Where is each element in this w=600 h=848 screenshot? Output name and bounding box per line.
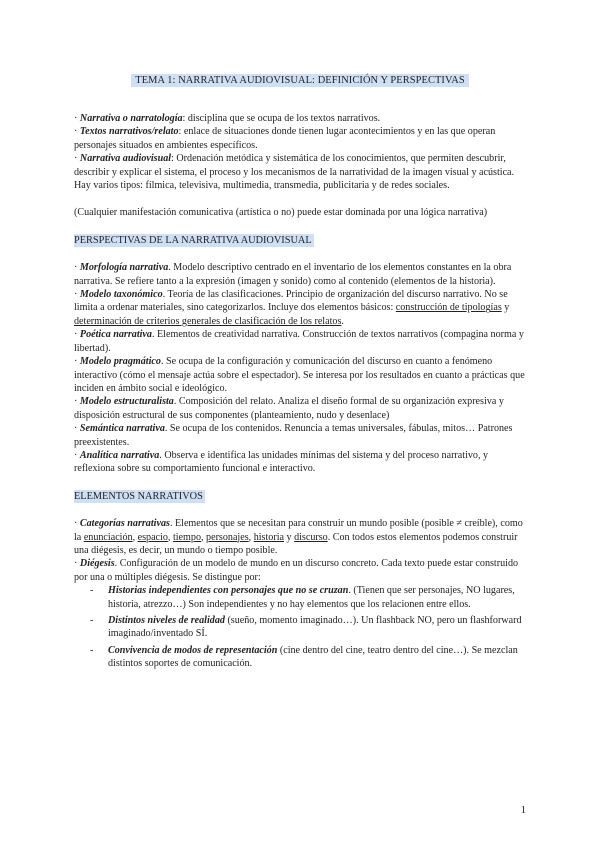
term: Narrativa audiovisual [79,153,172,165]
term: Distintos niveles de realidad [108,615,225,626]
text: : Ordenación metódica y sistemática de los conocimientos, que permiten descubrir, describir y explicar el sistema, el proceso y los mecanismos de la narratividad de la imagen visual y acústica. Hay varios tipos: fílmica, televisiva, multimedia, transmedia, publicitaria y de redes sociales. [74,153,515,192]
term: Morfología narrativa [79,262,169,274]
list-item [74,644,530,671]
bullet: · [74,518,78,530]
document-body [74,112,530,674]
underlined-text: discurso [294,531,328,543]
separator: , [132,531,138,543]
section-heading-wrap [74,234,530,247]
list-item [74,614,530,641]
paragraph-categorias [74,517,530,557]
bullet: · [74,558,78,570]
text: . Elementos de creatividad narrativa. Construcción de textos narrativos (compagina norma y libertad). [74,329,524,354]
dash: - [90,585,94,597]
underlined-text: construcción de tipologías [395,302,502,314]
separator: , [167,531,173,543]
perspective-item [74,355,530,395]
underlined-text: determinación de criterios generales de clasificación de los relatos [74,315,342,327]
spacer [74,503,530,517]
bullet: · [74,113,78,124]
text: . Observa e identifica las unidades mínimas del sistema y del proceso narrativo, y reflexiona sobre su comportamiento funcional e interactivo. [74,449,489,475]
underlined-text: tiempo [172,531,201,543]
paragraph-textos [74,125,530,152]
separator: , [201,531,207,543]
text: . [341,315,344,327]
underlined-text: espacio [137,531,168,543]
term: Convivencia de modos de representación [108,644,278,656]
perspective-item [74,422,530,449]
page-title: TEMA 1: NARRATIVA AUDIOVISUAL: DEFINICIÓN Y PERSPECTIVAS [131,74,468,87]
dash: - [90,644,94,656]
text: : enlace de situaciones donde tienen lugar acontecimientos y en las que operan personajes situados en ambientes específicos. [74,126,496,151]
term: Modelo taxonómico [79,289,163,301]
spacer [74,247,530,261]
bullet: · [74,289,78,301]
perspective-item [74,288,530,328]
text: : disciplina que se ocupa de los textos narrativos. [182,113,381,124]
text: . Con todos estos elementos podemos construir una diégesis, es decir, un mundo o tiempo posible. [74,531,518,556]
underlined-text: historia [253,531,284,543]
list-item [74,584,530,611]
text: . Elementos que se necesitan para construir un mundo posible (posible ≠ creíble), como la [74,518,523,543]
spacer [74,220,530,234]
underlined-text: enunciación [83,531,133,543]
section-heading-perspectivas: PERSPECTIVAS DE LA NARRATIVA AUDIOVISUAL [74,234,312,246]
diegesis-list [74,584,530,670]
bullet: · [74,396,78,408]
bullet: · [74,356,78,368]
note-paragraph: (Cualquier manifestación comunicativa (artística o no) puede estar dominada por una lógica narrativa) [74,207,488,219]
separator: y [283,531,295,543]
bullet: · [74,449,78,461]
spacer [74,192,530,206]
term: Semántica narrativa [79,423,165,435]
term: Textos narrativos/relato [79,126,179,138]
text: . Configuración de un modelo de mundo en un discurso concreto. Cada texto puede estar construido por una o múltiples diégesis. Se distingue por: [74,558,519,583]
perspective-item [74,261,530,288]
page-number: 1 [520,805,526,816]
term: Historias independientes con personajes que no se cruzan [108,585,349,597]
term: Narrativa o narratología [79,113,183,124]
perspective-item [74,395,530,422]
section-heading-wrap [74,490,530,503]
text: . Composición del relato. Analiza el diseño formal de su organización expresiva y disposición estructural de sus componentes (planteamiento, nudo y desenlace) [74,396,504,421]
term: Modelo estructuralista [79,396,174,408]
paragraph-narrativa [74,112,530,125]
bullet: · [74,262,78,274]
text: . Modelo descriptivo centrado en el inventario de los elementos constantes en la obra narrativa. Se refiere tanto a la expresión (imagen y sonido) como al contenido (elementos de la historia). [74,262,512,287]
text: . Se ocupa de los contenidos. Renuncia a temas universales, fábulas, mitos… Patrones preexistentes. [74,423,513,448]
text: (sueño, momento imaginado…). Un flashback NO, pero un flashforward imaginado/inventado SÍ. [108,615,522,640]
perspective-item [74,449,530,476]
term: Categorías narrativas [79,518,170,530]
text: . Se ocupa de la configuración y comunicación del discurso en cuanto a fenómeno interactivo (cómo el mensaje actúa sobre el espectador). Se interesa por los resultados en cuanto a prácticas que inciden en ámbito social e ideológico. [74,356,525,394]
underlined-text: personajes [206,531,249,543]
paragraph-diegesis [74,557,530,584]
bullet: · [74,423,78,435]
section-heading-elementos: ELEMENTOS NARRATIVOS [74,490,203,502]
perspective-item [74,328,530,355]
title-wrap [0,70,600,88]
bullet: · [74,153,78,165]
text: . Teoría de las clasificaciones. Principio de organización del discurso narrativo. No se limita a ordenar materiales, sino categorizarlos. Incluye dos elementos básicos: [74,289,508,314]
text: y [501,302,510,314]
term: Poética narrativa [79,329,152,341]
term: Diégesis [79,558,115,570]
term: Analítica narrativa [79,449,160,461]
text: (cine dentro del cine, teatro dentro del cine…). Se mezclan distintos soportes de comunicación. [108,644,518,670]
text: . (Tienen que ser personajes, NO lugares, historia, atrezzo…) Son independientes y no hay elementos que los relacionen entre ellos. [108,585,515,610]
dash: - [90,615,94,626]
term: Modelo pragmático [79,356,161,368]
paragraph-narrativa-audiovisual [74,152,530,192]
spacer [74,476,530,490]
bullet: · [74,126,78,138]
bullet: · [74,329,78,341]
separator: , [248,531,254,543]
